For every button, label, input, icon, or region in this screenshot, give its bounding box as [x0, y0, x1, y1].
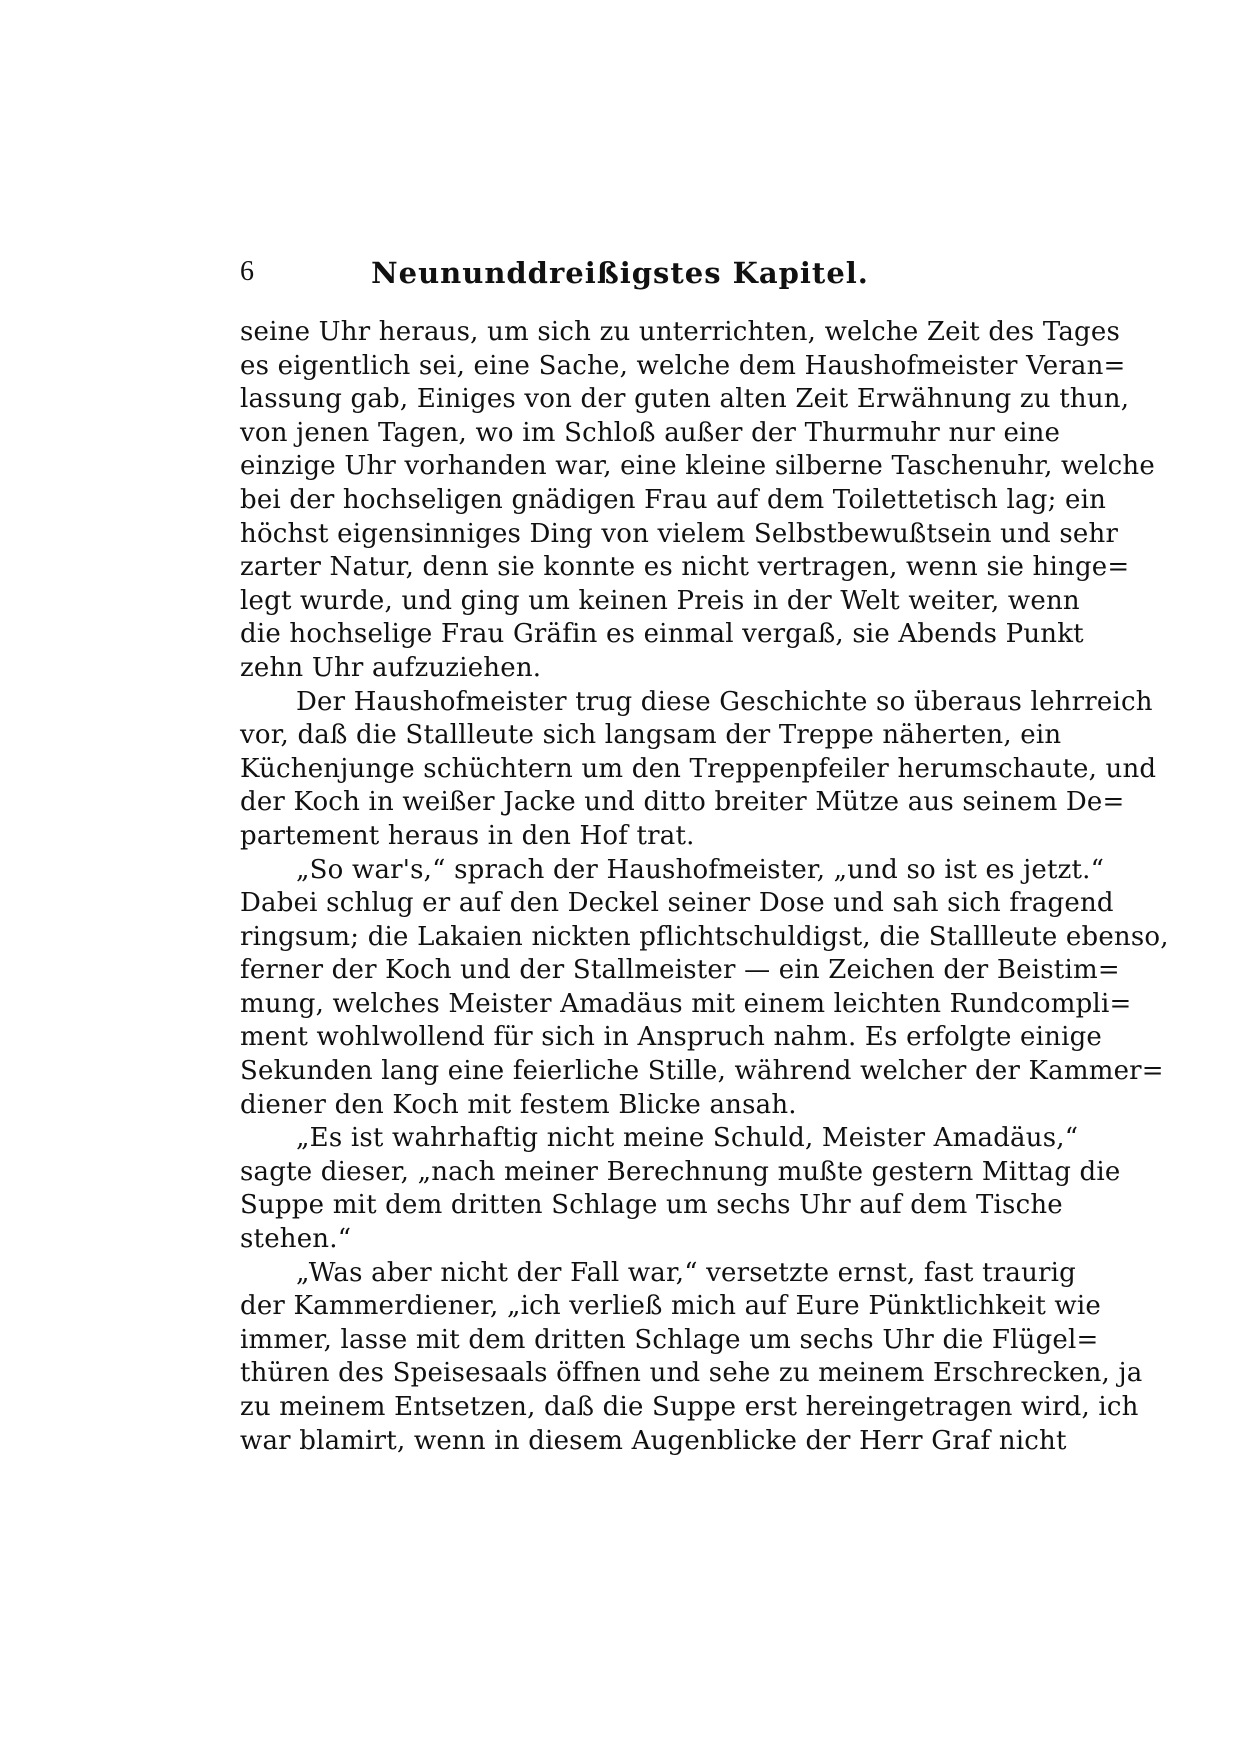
text-line: zarter Natur, denn sie konnte es nicht vertragen, wenn sie hinge= — [240, 552, 1130, 583]
text-line: Der Haushofmeister trug diese Geschichte so überaus lehrreich — [296, 686, 1153, 717]
text-line: ment wohlwollend für sich in Anspruch nahm. Es erfolgte einige — [240, 1022, 1103, 1053]
text-line: höchst eigensinniges Ding von vielem Selbstbewußtsein und sehr — [240, 518, 1119, 549]
text-line: „Was aber nicht der Fall war,“ versetzte ernst, fast traurig — [296, 1257, 1077, 1288]
text-line: sagte dieser, „nach meiner Berechnung mußte gestern Mittag die — [240, 1156, 1121, 1187]
text-line: bei der hochseligen gnädigen Frau auf dem Toilettetisch lag; ein — [240, 484, 1107, 515]
text-line: einzige Uhr vorhanden war, eine kleine silberne Taschenuhr, welche — [240, 451, 1155, 482]
text-line: vor, daß die Stallleute sich langsam der Treppe näherten, ein — [240, 720, 1062, 751]
text-line: von jenen Tagen, wo im Schloß außer der Thurmuhr nur eine — [240, 417, 1061, 448]
chapter-title: Neununddreißigstes Kapitel. — [371, 256, 869, 290]
text-line: ringsum; die Lakaien nickten pflichtschuldigst, die Stallleute ebenso, — [240, 921, 1169, 952]
body-text — [240, 316, 1169, 1458]
text-line: die hochselige Frau Gräfin es einmal vergaß, sie Abends Punkt — [240, 619, 1084, 650]
text-line: „So war's,“ sprach der Haushofmeister, „und so ist es jetzt.“ — [296, 854, 1105, 885]
text-line: partement heraus in den Hof trat. — [240, 820, 695, 851]
text-line: „Es ist wahrhaftig nicht meine Schuld, Meister Amadäus,“ — [296, 1123, 1079, 1154]
text-line: diener den Koch mit festem Blicke ansah. — [240, 1089, 797, 1120]
text-line: Sekunden lang eine feierliche Stille, während welcher der Kammer= — [240, 1056, 1164, 1087]
page-number: 6 — [240, 256, 254, 287]
text-line: legt wurde, und ging um keinen Preis in der Welt weiter, wenn — [240, 585, 1080, 616]
text-line: mung, welches Meister Amadäus mit einem leichten Rundcompli= — [240, 988, 1132, 1019]
text-line: war blamirt, wenn in diesem Augenblicke der Herr Graf nicht — [240, 1425, 1067, 1456]
text-line: es eigentlich sei, eine Sache, welche dem Haushofmeister Veran= — [240, 350, 1126, 381]
text-line: Küchenjunge schüchtern um den Treppenpfeiler herumschaute, und — [240, 753, 1157, 784]
text-line: Dabei schlug er auf den Deckel seiner Dose und sah sich fragend — [240, 888, 1114, 919]
text-line: seine Uhr heraus, um sich zu unterrichten, welche Zeit des Tages — [240, 317, 1121, 347]
text-line: Suppe mit dem dritten Schlage um sechs Uhr auf dem Tische — [240, 1190, 1063, 1221]
text-line: zehn Uhr aufzuziehen. — [240, 652, 542, 683]
text-line: thüren des Speisesaals öffnen und sehe zu meinem Erschrecken, ja — [240, 1358, 1143, 1389]
text-line: stehen.“ — [240, 1224, 352, 1255]
text-line: lassung gab, Einiges von der guten alten Zeit Erwähnung zu thun, — [240, 384, 1130, 415]
running-head — [240, 256, 1000, 296]
text-line: der Koch in weißer Jacke und ditto breiter Mütze aus seinem De= — [240, 787, 1125, 818]
text-line: immer, lasse mit dem dritten Schlage um sechs Uhr die Flügel= — [240, 1324, 1099, 1355]
text-line: zu meinem Entsetzen, daß die Suppe erst hereingetragen wird, ich — [240, 1392, 1139, 1422]
text-line: der Kammerdiener, „ich verließ mich auf Eure Pünktlichkeit wie — [240, 1291, 1101, 1322]
text-line: ferner der Koch und der Stallmeister — ein Zeichen der Beistim= — [240, 955, 1120, 986]
